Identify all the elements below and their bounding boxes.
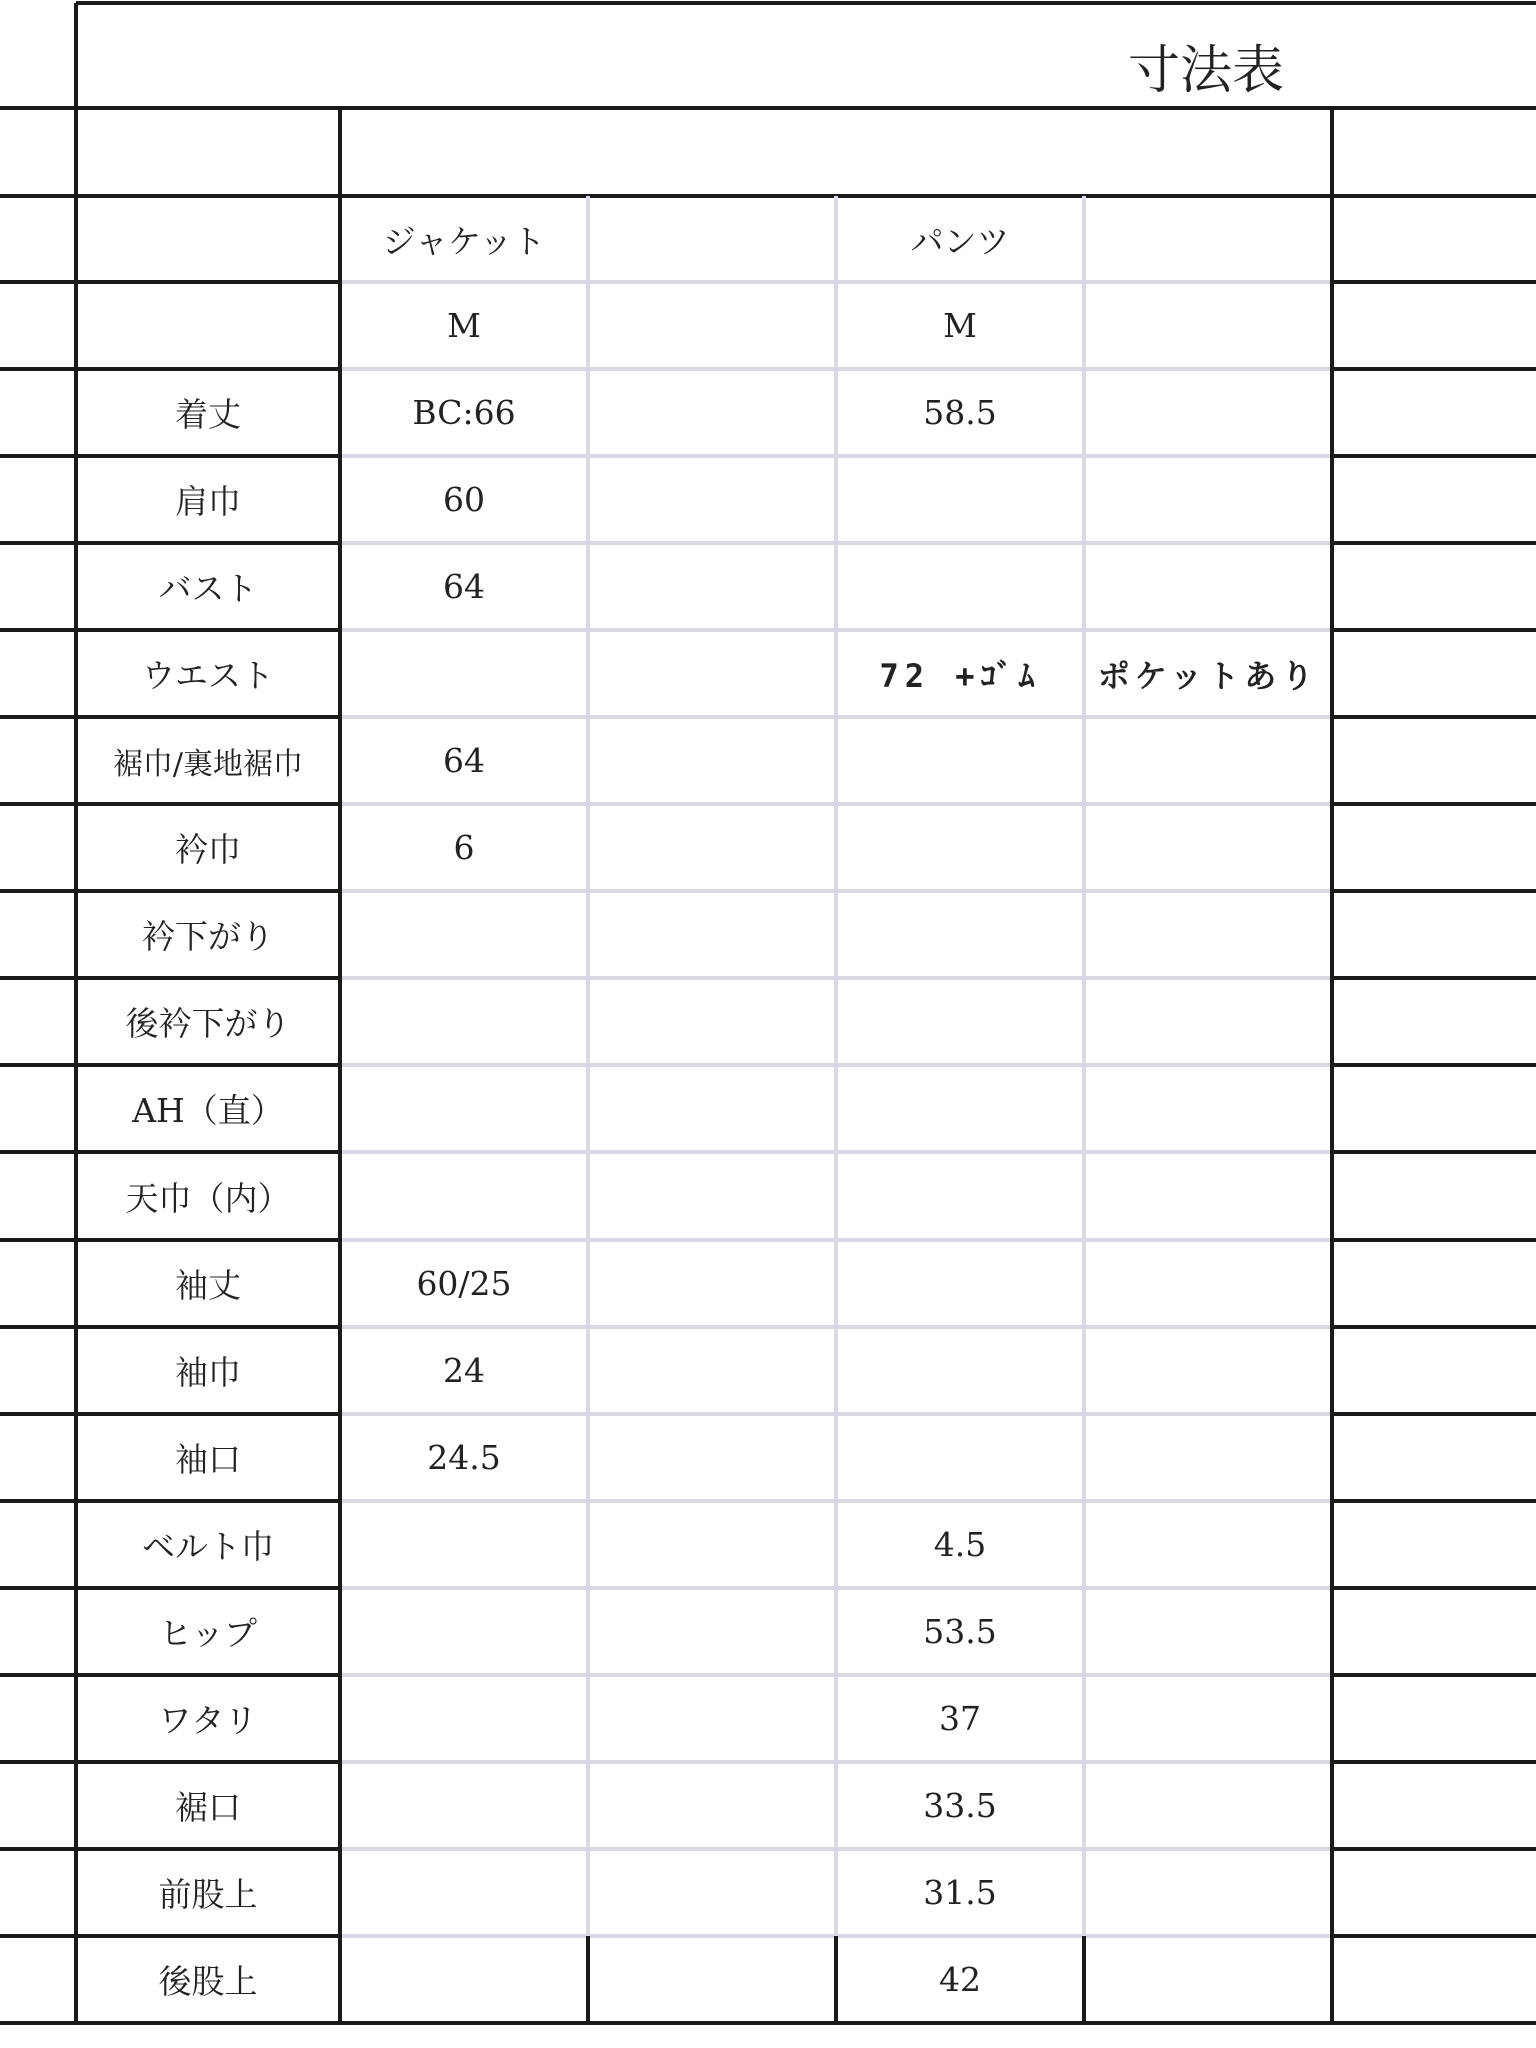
pants-value: 53.5 — [923, 1612, 997, 1651]
grid-line — [1332, 1063, 1536, 1067]
grid-line — [1332, 454, 1536, 458]
pants-note: ポケットあり — [1097, 656, 1319, 695]
jacket-value: 64 — [443, 741, 485, 780]
jacket-value: 64 — [443, 567, 485, 606]
grid-line — [1332, 1499, 1536, 1503]
grid-line — [1332, 889, 1536, 893]
measure-label: バスト — [158, 569, 258, 608]
measure-label: 袖口 — [175, 1440, 241, 1479]
grid-line — [1332, 802, 1536, 806]
pants-value: 31.5 — [923, 1873, 997, 1912]
grid-line — [340, 976, 1332, 980]
size-jacket: M — [447, 306, 481, 345]
pants-value: 42 — [939, 1960, 981, 1999]
grid-line — [1332, 1150, 1536, 1154]
grid-line — [1332, 1760, 1536, 1764]
grid-line — [1332, 976, 1536, 980]
grid-line — [0, 280, 340, 284]
measure-label: ワタリ — [158, 1701, 258, 1740]
grid-line — [1332, 1847, 1536, 1851]
measure-label: 衿巾 — [175, 830, 241, 869]
measure-label: 裾口 — [175, 1788, 241, 1827]
grid-line — [1332, 1586, 1536, 1590]
grid-line — [1332, 628, 1536, 632]
measure-label: 後股上 — [158, 1962, 258, 2001]
measure-label: 衿下がり — [142, 917, 274, 956]
grid-line — [1332, 1934, 1536, 1938]
grid-line — [1332, 280, 1536, 284]
header-border — [0, 194, 1536, 198]
measure-label: 肩巾 — [175, 482, 241, 521]
grid-line — [0, 194, 1536, 198]
measure-label: 天巾（内） — [125, 1178, 291, 1218]
grid-line — [1332, 1412, 1536, 1416]
size-pants: M — [943, 306, 977, 345]
measure-label: 袖丈 — [175, 1266, 241, 1305]
header-jacket: ジャケット — [382, 221, 546, 261]
pants-value: 37 — [939, 1699, 981, 1738]
measure-label: 袖巾 — [175, 1353, 241, 1392]
grid-line — [340, 1063, 1332, 1067]
jacket-value: 60/25 — [416, 1264, 512, 1303]
measure-label: ウエスト — [142, 656, 274, 695]
grid-line — [1332, 1673, 1536, 1677]
jacket-value: 24 — [443, 1351, 485, 1390]
grid-line — [1332, 715, 1536, 719]
pants-value: 58.5 — [923, 393, 997, 432]
measure-label: ベルト巾 — [142, 1527, 274, 1566]
jacket-value: 6 — [453, 828, 475, 867]
grid-line — [1332, 1238, 1536, 1242]
grid-line — [1332, 1325, 1536, 1329]
measure-label: AH（直） — [132, 1091, 284, 1130]
jacket-value: 60 — [443, 480, 485, 519]
grid-line — [1332, 367, 1536, 371]
grid-line — [1332, 541, 1536, 545]
pants-value: 33.5 — [923, 1786, 997, 1825]
grid-line — [1330, 108, 1334, 2023]
grid-line — [0, 106, 1536, 110]
grid-line — [340, 1150, 1332, 1154]
jacket-value: 24.5 — [427, 1438, 501, 1477]
measure-label: 前股上 — [158, 1875, 258, 1914]
pants-value: 4.5 — [933, 1525, 987, 1564]
top-border — [76, 1, 1536, 5]
grid-line — [586, 1936, 590, 2023]
header-pants: パンツ — [910, 221, 1010, 261]
pants-value: 72 +ｺﾞﾑ — [879, 656, 1041, 695]
chart-title: 寸法表 — [1128, 41, 1285, 101]
measure-label: 裾巾/裏地裾巾 — [112, 746, 304, 782]
measure-label: ヒップ — [158, 1614, 257, 1653]
measure-label: 着丈 — [175, 395, 241, 434]
jacket-value: BC:66 — [412, 393, 516, 432]
measure-label: 後衿下がり — [125, 1004, 291, 1043]
